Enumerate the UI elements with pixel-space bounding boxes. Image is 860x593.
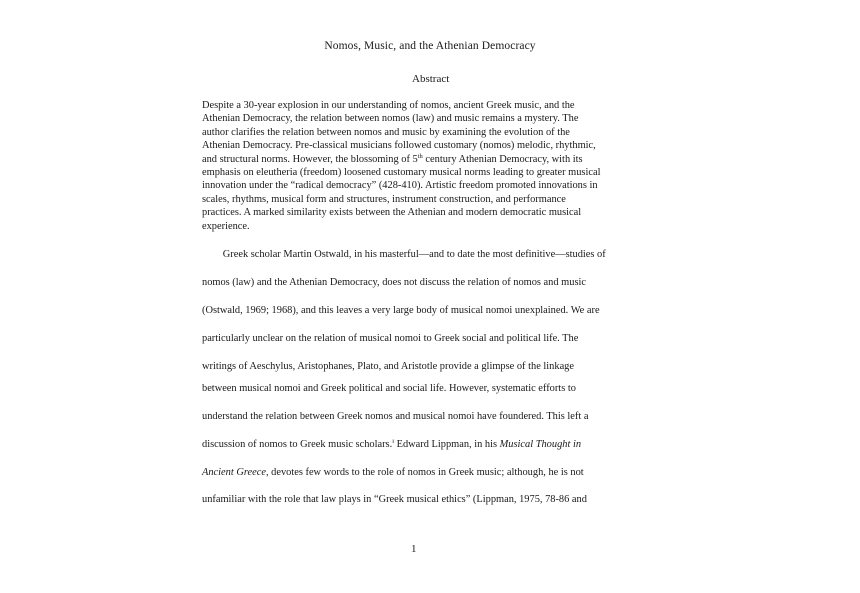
body-line: (Ostwald, 1969; 1968), and this leaves a very large body of musical nomoi unexplained. We are [202, 305, 600, 316]
abstract-paragraph [202, 99, 662, 233]
body-line [202, 439, 581, 450]
body-line-text: Edward Lippman, in his [394, 439, 500, 450]
body-line: particularly unclear on the relation of musical nomoi to Greek social and political life. The [202, 333, 579, 344]
body-line: writings of Aeschylus, Aristophanes, Plato, and Aristotle provide a glimpse of the linkage [202, 361, 574, 372]
abstract-line [202, 153, 662, 166]
body-line: between musical nomoi and Greek political and social life. However, systematic efforts to [202, 383, 576, 394]
body-line-text: discussion of nomos to Greek music scholars. [202, 439, 393, 450]
abstract-line: practices. A marked similarity exists between the Athenian and modern democratic musical [202, 207, 582, 219]
abstract-line-text: and structural norms. However, the blossoming of 5 [202, 153, 418, 165]
abstract-line: experience. [202, 220, 250, 232]
body-line [202, 467, 584, 478]
book-title: Musical Thought in [499, 439, 582, 450]
body-line: unfamiliar with the role that law plays in “Greek musical ethics” (Lippman, 1975, 78-86 and [202, 494, 587, 505]
body-line: Greek scholar Martin Ostwald, in his masterful—and to date the most definitive—studies of [202, 249, 606, 260]
superscript: th [417, 152, 423, 160]
abstract-line: Athenian Democracy, the relation between nomos (law) and music remains a mystery. The [202, 113, 579, 125]
abstract-line: author clarifies the relation between nomos and music by examining the evolution of the [202, 126, 570, 138]
abstract-line-text: century Athenian Democracy, with its [422, 153, 583, 165]
footnote-marker: i [392, 438, 394, 445]
book-title: Ancient Greece [202, 467, 266, 478]
abstract-line: Athenian Democracy. Pre-classical musicians followed customary (nomos) melodic, rhythmic, [202, 140, 596, 152]
page-number: 1 [411, 543, 417, 555]
abstract-line: scales, rhythms, musical form and structures, instrument construction, and performance [202, 193, 566, 205]
abstract-line: innovation under the “radical democracy” (428-410). Artistic freedom promoted innovations in [202, 180, 598, 192]
abstract-heading: Abstract [412, 73, 450, 85]
paper-title: Nomos, Music, and the Athenian Democracy [324, 40, 536, 52]
abstract-line: Despite a 30-year explosion in our understanding of nomos, ancient Greek music, and the [202, 100, 575, 111]
body-line: understand the relation between Greek nomos and musical nomoi have foundered. This left a [202, 411, 589, 422]
body-line-text: , devotes few words to the role of nomos in Greek music; although, he is not [265, 467, 584, 478]
abstract-line: emphasis on eleutheria (freedom) loosened customary musical norms leading to greater musical [202, 167, 601, 179]
body-line: nomos (law) and the Athenian Democracy, does not discuss the relation of nomos and music [202, 277, 586, 288]
